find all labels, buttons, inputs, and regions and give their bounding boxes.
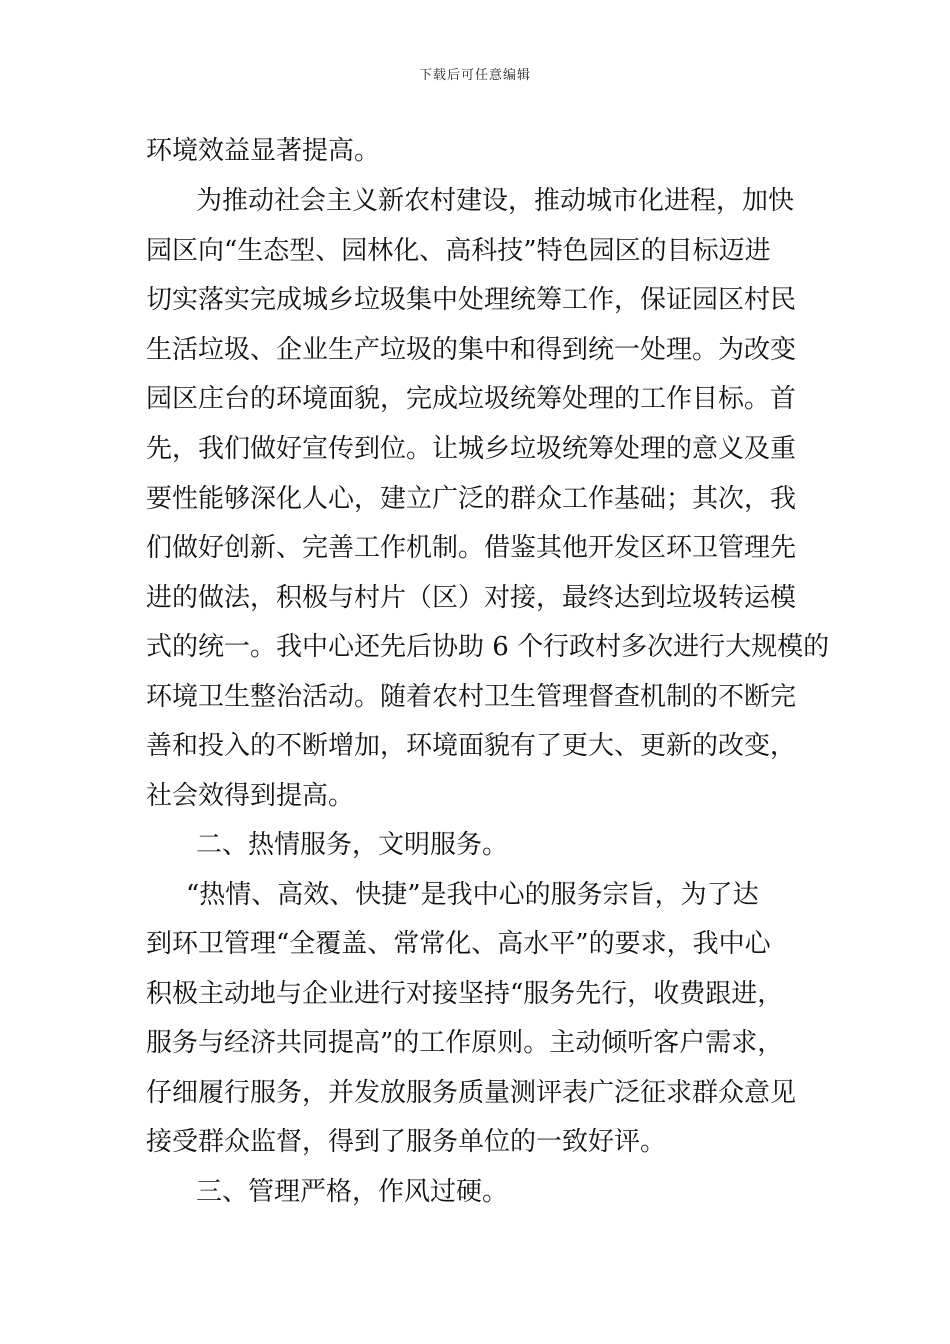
- paragraph-line: 生活垃圾、企业生产垃圾的集中和得到统一处理。为改变: [146, 335, 797, 365]
- paragraph-line: 式的统一。我中心还先后协助 6 个行政村多次进行大规模的: [146, 632, 830, 662]
- page-header: 下载后可任意编辑: [418, 68, 531, 83]
- paragraph-line: 先，我们做好宣传到位。让城乡垃圾统筹处理的意义及重: [146, 434, 797, 464]
- paragraph-line: 积极主动地与企业进行对接坚持“服务先行，收费跟进，: [146, 979, 784, 1009]
- paragraph-line: 服务与经济共同提高”的工作原则。主动倾听客户需求，: [146, 1028, 784, 1058]
- paragraph-line: 到环卫管理“全覆盖、常常化、高水平”的要求，我中心: [146, 929, 771, 959]
- paragraph-line: 为推动社会主义新农村建设，推动城市化进程，加快: [196, 186, 795, 216]
- paragraph-line: “热情、高效、快捷”是我中心的服务宗旨，为了达: [186, 880, 759, 910]
- section-heading: 二、热情服务，文明服务。: [196, 830, 509, 860]
- section-heading: 三、管理严格，作风过硬。: [196, 1177, 509, 1207]
- paragraph-line: 环境效益显著提高。: [146, 136, 381, 166]
- paragraph-line: 接受群众监督，得到了服务单位的一致好评。: [146, 1127, 667, 1157]
- paragraph-line: 园区庄台的环境面貌，完成垃圾统筹处理的工作目标。首: [146, 384, 797, 414]
- paragraph-line: 环境卫生整治活动。随着农村卫生管理督查机制的不断完: [146, 682, 797, 712]
- paragraph-line: 们做好创新、完善工作机制。借鉴其他开发区环卫管理先: [146, 533, 797, 563]
- paragraph-line: 要性能够深化人心，建立广泛的群众工作基础；其次，我: [146, 484, 797, 514]
- paragraph-line: 切实落实完成城乡垃圾集中处理统筹工作，保证园区村民: [146, 285, 797, 315]
- paragraph-line: 善和投入的不断增加，环境面貌有了更大、更新的改变，: [146, 731, 797, 761]
- paragraph-line: 进的做法，积极与村片（区）对接，最终达到垃圾转运模: [146, 583, 797, 613]
- paragraph-line: 社会效得到提高。: [146, 781, 355, 811]
- paragraph-line: 园区向“生态型、园林化、高科技”特色园区的目标迈进: [146, 236, 771, 266]
- paragraph-line: 仔细履行服务，并发放服务质量测评表广泛征求群众意见: [146, 1078, 797, 1108]
